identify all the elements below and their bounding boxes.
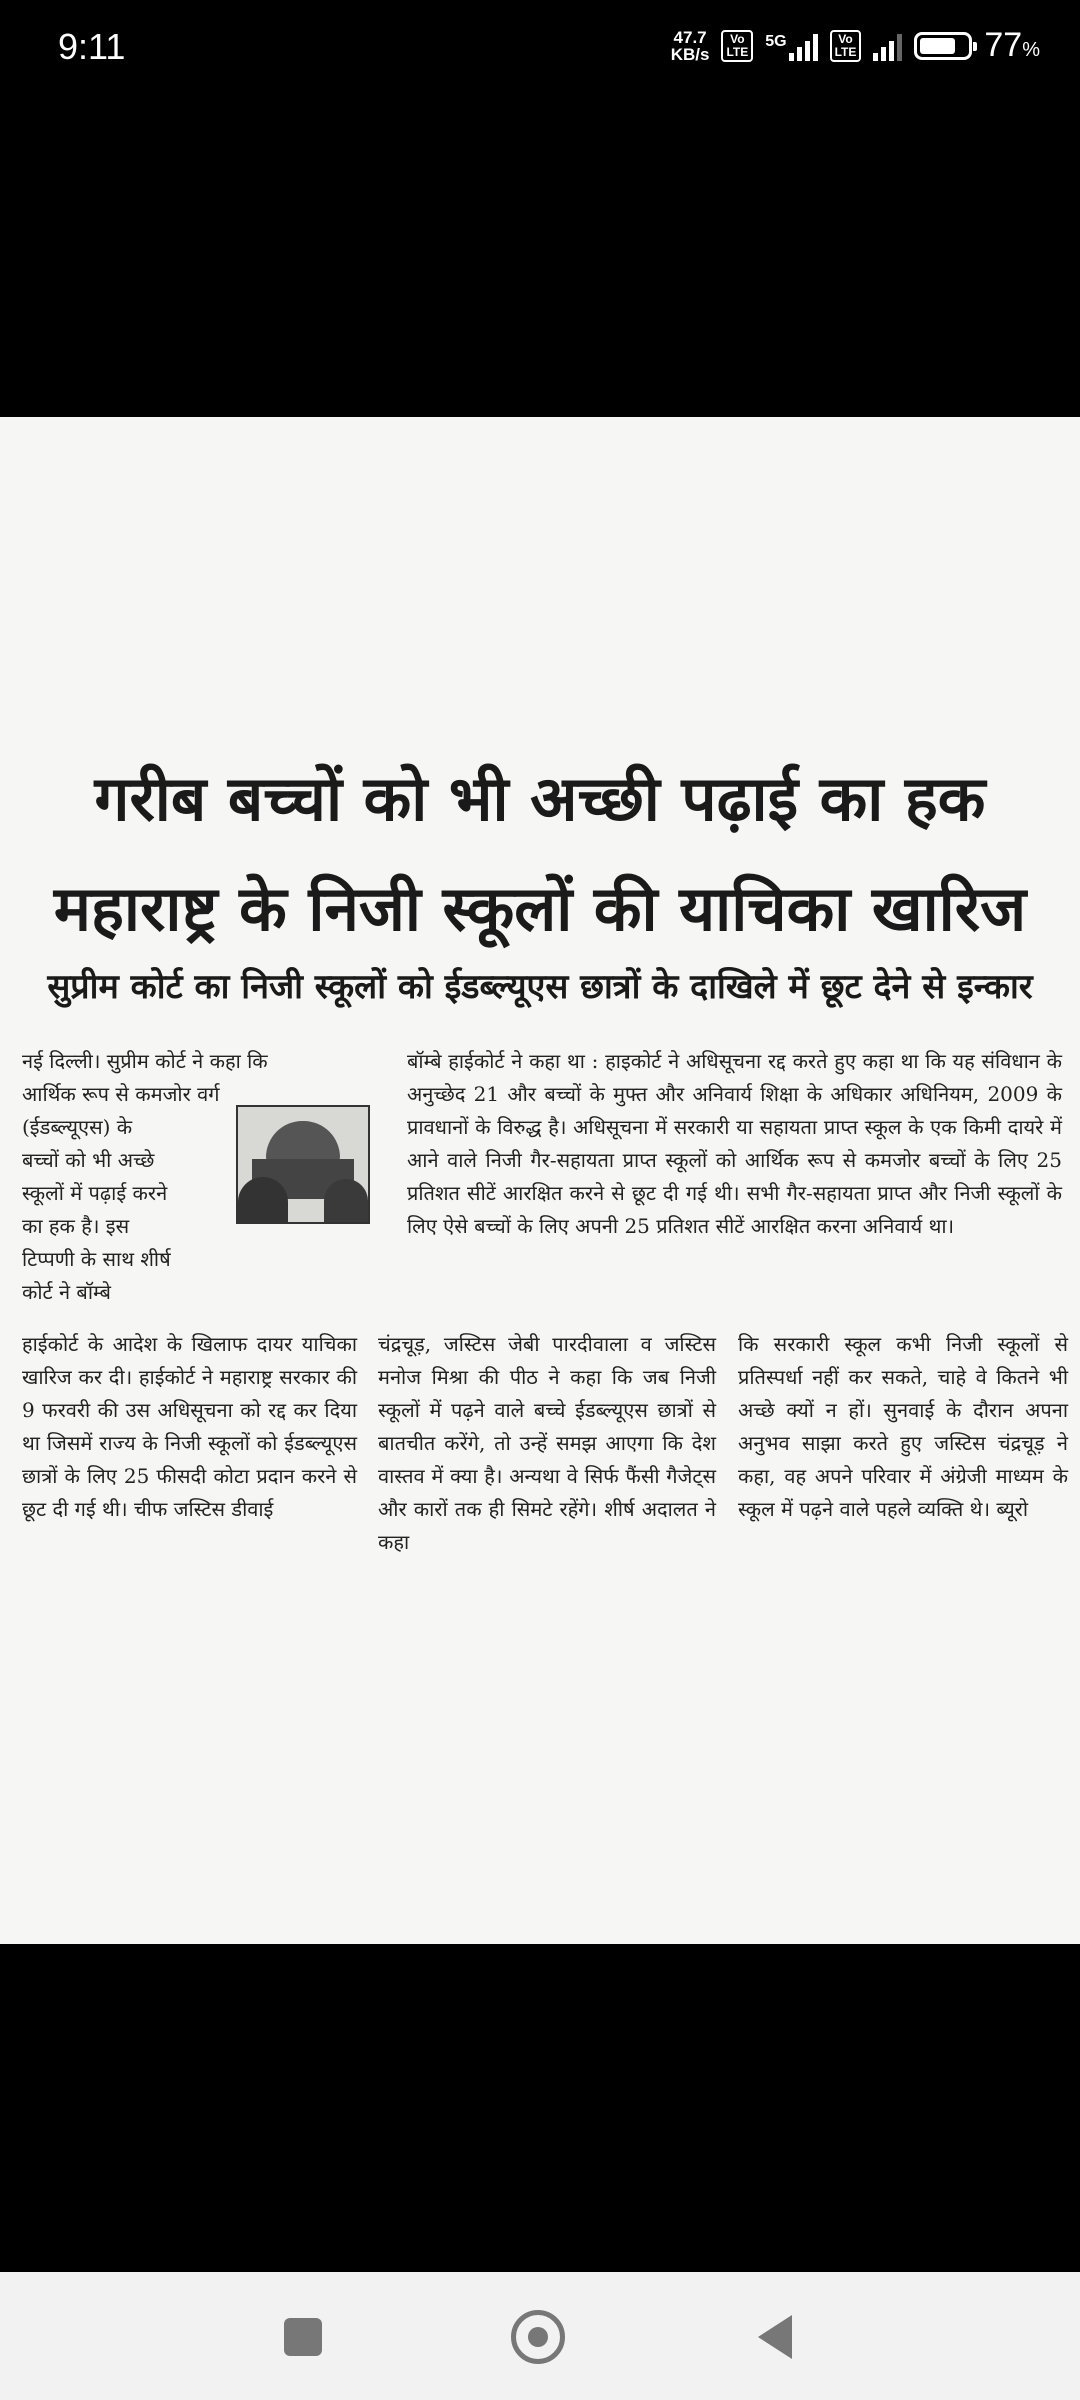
col1-line: (ईडब्ल्यूएस) के [22, 1115, 133, 1139]
column-2-bottom: चंद्रचूड़, जस्टिस जेबी पारदीवाला व जस्टिस मनोज मिश्रा की पीठ ने कहा कि जब निजी स्कूलों में पढ़ने वाले बच्चे ईडब्ल्यूएस छात्रों से बातचीत करेंगे, तो उन्हें समझ आएगा कि देश वास्तव में क्या है। अन्यथा वे सिर्फ फैंसी गैजेट्स और कारों तक ही सिमटे रहेंगे। शीर्ष अदालत ने कहा [378, 1332, 716, 1554]
subheadline: सुप्रीम कोर्ट का निजी स्कूलों को ईडब्ल्यूएस छात्रों के दाखिले में छूट देने से इन्कार [47, 967, 1033, 1007]
column-1-top [22, 1045, 350, 1309]
headline-line-1: गरीब बच्चों को भी अच्छी पढ़ाई का हक [94, 762, 986, 835]
col1-line: टिप्पणी के साथ शीर्ष [22, 1247, 171, 1271]
status-bar [0, 0, 1080, 100]
col1-line: कोर्ट ने बॉम्बे [22, 1280, 111, 1304]
battery-icon [914, 32, 972, 60]
signal-bars-icon-sim2 [873, 31, 902, 61]
back-button[interactable] [740, 2302, 810, 2372]
col1-line: आर्थिक रूप से कमजोर वर्ग [22, 1082, 220, 1106]
col1-line: स्कूलों में पढ़ाई करने [22, 1181, 168, 1205]
battery-percent: 77% [984, 26, 1040, 64]
volte-badge-2: Vo LTE [830, 30, 862, 62]
recents-icon [284, 2318, 322, 2356]
home-icon [511, 2310, 565, 2364]
network-speed-value: 47.7 [673, 27, 707, 47]
recents-button[interactable] [268, 2302, 338, 2372]
home-button[interactable] [503, 2302, 573, 2372]
network-speed-unit: KB/s [670, 44, 710, 64]
column-3: कि सरकारी स्कूल कभी निजी स्कूलों से प्रतिस्पर्धा नहीं कर सकते, चाहे वे कितने भी अच्छे क्यों न हों। सुनवाई के दौरान अपना अनुभव साझा करते हुए जस्टिस चंद्रचूड़ ने कहा, वह अपने परिवार में अंग्रेजी माध्यम के स्कूल में पढ़ने वाले पहले व्यक्ति थे। ब्यूरो [738, 1332, 1068, 1521]
signal-bars-icon-sim1 [789, 31, 818, 61]
column-2-top: बॉम्बे हाईकोर्ट ने कहा था : हाइकोर्ट ने अधिसूचना रद्द करते हुए कहा था कि यह संविधान के अनुच्छेद 21 और बच्चों के मुफ्त और अनिवार्य शिक्षा के अधिकार अधिनियम, 2009 के प्रावधानों के विरुद्ध है। अधिसूचना में सरकारी या सहायता प्राप्त स्कूल के एक किमी दायरे में आने वाले निजी गैर-सहायता प्राप्त स्कूलों को आर्थिक रूप से कमजोर बच्चों के लिए 25 प्रतिशत सीटें आरक्षित करने से छूट दी गई थी। सभी गैर-सहायता प्राप्त और निजी स्कूलों के लिए ऐसे बच्चों के लिए अपनी 25 प्रतिशत सीटें आरक्षित करना अनिवार्य था। [407, 1049, 1062, 1238]
col1-line: नई दिल्ली। सुप्रीम कोर्ट ने कहा कि [22, 1049, 268, 1073]
navigation-bar [0, 2272, 1080, 2400]
back-icon [758, 2315, 792, 2359]
col1-line: का हक है। इस [22, 1214, 130, 1238]
column-1-bottom: हाईकोर्ट के आदेश के खिलाफ दायर याचिका खारिज कर दी। हाईकोर्ट ने महाराष्ट्र सरकार की 9 फरवरी की उस अधिसूचना को रद्द कर दिया था जिसमें राज्य के निजी स्कूलों को ईडब्ल्यूएस छात्रों के लिए 25 फीसदी कोटा प्रदान करने से छूट दी गई थी। चीफ जस्टिस डीवाई [22, 1332, 357, 1521]
clock: 9:11 [58, 26, 126, 67]
network-type: 5G [765, 32, 787, 50]
network-speed [671, 29, 710, 63]
headline-line-2: महाराष्ट्र के निजी स्कूलों की याचिका खारिज [53, 872, 1027, 945]
volte-badge-1: Vo LTE [721, 30, 753, 62]
newspaper-photo[interactable] [0, 417, 1080, 1944]
status-icons [671, 26, 1040, 65]
col1-line: बच्चों को भी अच्छे [22, 1148, 155, 1172]
